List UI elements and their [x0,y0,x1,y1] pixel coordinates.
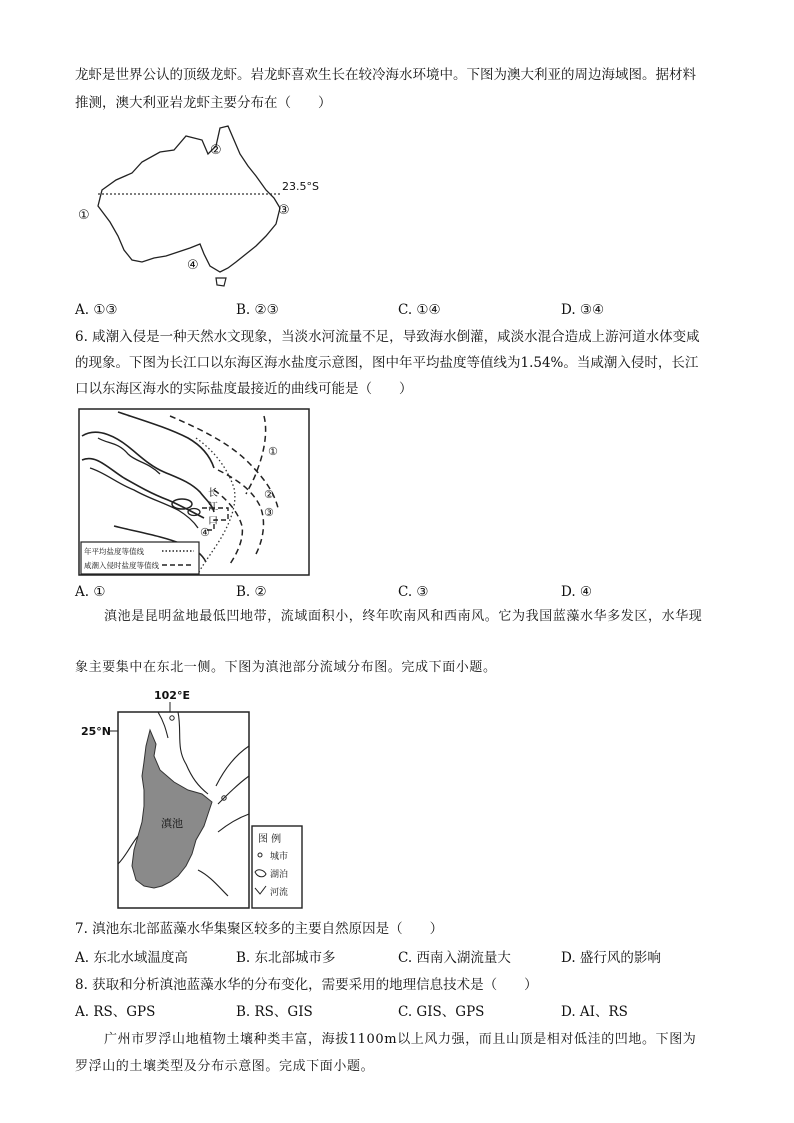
q8-stem: 8. 获取和分析滇池蓝藻水华的分布变化，需要采用的地理信息技术是（ ） [75,977,538,993]
q6-stem-line3: 口以东海区海水的实际盐度最接近的曲线可能是（ ） [75,381,413,397]
marker-3: ③ [278,203,290,218]
australia-map [70,118,360,298]
q6-stem-line1: 6. 咸潮入侵是一种天然水文现象，当淡水河流量不足，导致海水倒灌，咸淡水混合造成上游河道水体变咸 [75,329,700,345]
q8-option-d[interactable]: D. AI、RS [561,1004,628,1020]
legend-river-label: 河流 [270,888,289,898]
q8-option-b[interactable]: B. RS、GIS [236,1004,313,1020]
q7-option-b[interactable]: B. 东北部城市多 [236,950,336,966]
q5-stem-line1: 龙虾是世界公认的顶级龙虾。岩龙虾喜欢生长在较冷海水环境中。下图为澳大利亚的周边海域图。据材料 [75,67,696,83]
q7-option-c[interactable]: C. 西南入湖流量大 [398,950,511,966]
curve-marker-2: ② [264,488,274,501]
marker-2: ② [210,143,222,158]
q5-stem-line2: 推测，澳大利亚岩龙虾主要分布在（ ） [75,95,332,111]
q5-option-a[interactable]: A. ①③ [75,302,118,318]
river-char-2: 江 [208,502,218,513]
river-char-1: 长 [208,488,218,499]
q6-stem-line2: 的现象。下图为长江口以东海区海水盐度示意图，图中年平均盐度等值线为1.54%。当咸潮入侵时，长江 [75,355,699,371]
marker-4: ④ [187,258,199,273]
q5-option-d[interactable]: D. ③④ [561,302,605,318]
australia-outline [98,126,280,272]
q8-option-a[interactable]: A. RS、GPS [75,1004,156,1020]
q6-option-d[interactable]: D. ④ [561,584,593,600]
latitude-label: 23.5°S [282,180,319,193]
latitude-label: 25°N [81,725,112,738]
q6-option-a[interactable]: A. ① [75,584,106,600]
river [178,712,208,794]
dianchi-intro-line2: 象主要集中在东北一侧。下图为滇池部分流域分布图。完成下面小题。 [75,660,497,675]
dianchi-lake [132,730,212,888]
luofu-intro-line2: 罗浮山的土壤类型及分布示意图。完成下面小题。 [75,1059,375,1074]
yangtze-estuary-map [78,408,310,576]
marker-1: ① [78,208,90,223]
q5-option-b[interactable]: B. ②③ [236,302,279,318]
river-char-3: 口 [208,516,218,527]
q7-stem: 7. 滇池东北部蓝藻水华集聚区较多的主要自然原因是（ ） [75,921,444,937]
legend-saltwater-label: 咸潮入侵时盐度等值线 [84,561,159,570]
city-dot [170,716,174,720]
q5-option-c[interactable]: C. ①④ [398,302,441,318]
legend-city-label: 城市 [270,852,289,862]
q6-option-c[interactable]: C. ③ [398,584,429,600]
legend-title: 图 例 [258,834,282,845]
q7-option-d[interactable]: D. 盛行风的影响 [561,950,661,966]
curve-marker-4: ④ [200,526,210,539]
curve-marker-1: ① [268,445,278,458]
legend-lake-label: 湖泊 [270,870,289,880]
q8-option-c[interactable]: C. GIS、GPS [398,1004,485,1020]
legend-annual-label: 年平均盐度等值线 [84,547,144,556]
q7-option-a[interactable]: A. 东北水域温度高 [75,950,188,966]
dianchi-map [78,686,308,912]
lake-label: 滇池 [161,817,183,830]
tasmania-outline [216,278,226,286]
curve-marker-3: ③ [264,506,274,519]
luofu-intro-line1: 广州市罗浮山地植物土壤种类丰富，海拔1100m以上风力强，而且山顶是相对低洼的凹地。下图为 [104,1032,697,1047]
dianchi-intro-line1: 滇池是昆明盆地最低凹地带，流域面积小，终年吹南风和西南风。它为我国蓝藻水华多发区，水华现 [104,609,703,624]
q6-option-b[interactable]: B. ② [236,584,267,600]
longitude-label: 102°E [154,689,190,702]
